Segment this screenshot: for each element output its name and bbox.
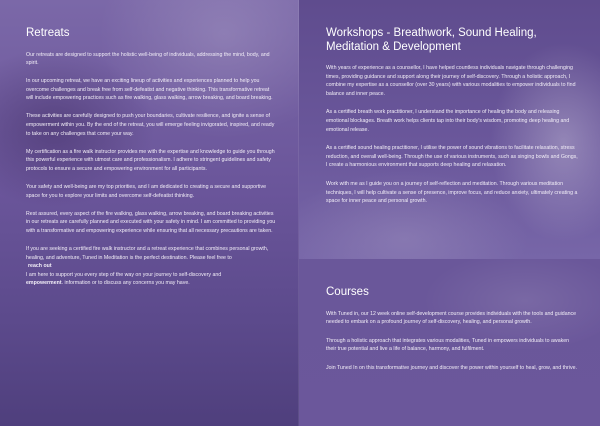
retreats-paragraph: These activities are carefully designed to push your boundaries, cultivate resilience, and ignite a sense of empowerment within you. By the end of the retreat, you will emerge feeling invigorated, inspired, and ready to take on any challenges that come your way.: [26, 113, 275, 137]
retreats-heading: Retreats: [26, 27, 70, 39]
retreats-closing-text: . information or to discuss any concerns you may have.: [61, 280, 190, 287]
retreats-closing-text: If you are seeking a certified fire walk instructor and a retreat experience that combines personal growth, healing, and adventure, Tuned in Meditation is the perfect destination. Please feel free to: [26, 246, 269, 261]
retreats-closing-text: I am here to support you every step of the way on your journey to self-discovery and: [26, 271, 222, 278]
retreats-paragraph: Your safety and well-being are my top priorities, and I am dedicated to creating a secure and supportive space for you to explore your limits and overcome self-defeatist thinking.: [26, 184, 266, 199]
workshops-panel: [299, 0, 600, 259]
courses-heading: Courses: [326, 286, 369, 298]
retreats-paragraph: Our retreats are designed to support the holistic well-being of individuals, addressing the mind, body, and spirit.: [26, 51, 270, 67]
retreats-panel: [0, 0, 299, 426]
courses-panel: [299, 259, 600, 426]
retreats-paragraph: Rest assured, every aspect of the fire walking, glass walking, arrow breaking, and board breaking activities in our retreats are carefully planned and executed with your safety in mind. I am committed to providing you with a transformative and empowering experience while ensuring that all necessary precautions are taken.: [26, 210, 276, 234]
retreats-closing: [26, 245, 277, 288]
courses-paragraph: Join Tuned In on this transformative journey and discover the power within yourself to heal, grow, and thrive.: [326, 364, 577, 371]
retreats-paragraph: In our upcoming retreat, we have an exciting lineup of activities and experiences planned to help you overcome challenges and break free from self-defeatist and negative thinking. This transformative retreat will include empowering practices such as fire walking, glass walking, arrow breaking, and board breaking.: [26, 78, 273, 102]
workshops-heading: Workshops - Breathwork, Sound Healing, Meditation & Development: [326, 27, 537, 53]
workshops-paragraph: With years of experience as a counsellor, I have helped countless individuals navigate through challenging times, providing guidance and support along their journey of self-discovery. Through a holistic approach, I combine my expertise as a counsellor (over 30 years) with various modalities to empower individuals to find balance and inner peace.: [326, 65, 576, 97]
courses-paragraph: With Tuned in, our 12 week online self-development course provides individuals with the tools and guidance needed to embark on a profound journey of self-discovery, healing, and personal growth.: [326, 310, 577, 326]
empowerment-link[interactable]: empowerment: [26, 280, 62, 287]
courses-paragraph: Through a holistic approach that integrates various modalities, Tuned in empowers individuals to awaken their true potential and live a life of balance, harmony, and fulfilment.: [326, 337, 570, 353]
workshops-paragraph: As a certified sound healing practitioner, I utilise the power of sound vibrations to facilitate relaxation, stress reduction, and overall well-being. Through the use of various instruments, such as singing bowls and Gongs, I create a harmonious environment that supports deep healing and relaxation.: [326, 145, 578, 169]
retreats-paragraph: My certification as a fire walk instructor provides me with the expertise and knowledge to guide you through this powerful experience with utmost care and professionalism. I adhere to stringent guidelines and safety protocols to ensure a secure and empowering environment for all participants.: [26, 148, 275, 172]
workshops-paragraph: As a certified breath work practitioner, I understand the importance of healing the body and releasing emotional blockages. Breath work helps clients tap into their body's wisdom, promoting deep healing and emotional release.: [326, 109, 570, 133]
reach-out-link[interactable]: reach out: [28, 263, 52, 270]
workshops-paragraph: Work with me as I guide you on a journey of self-reflection and meditation. Through various meditation techniques, I will help cultivate a sense of presence, improve focus, and reduce anxiety, ultimately creating a space for inner peace and personal growth.: [326, 180, 578, 205]
